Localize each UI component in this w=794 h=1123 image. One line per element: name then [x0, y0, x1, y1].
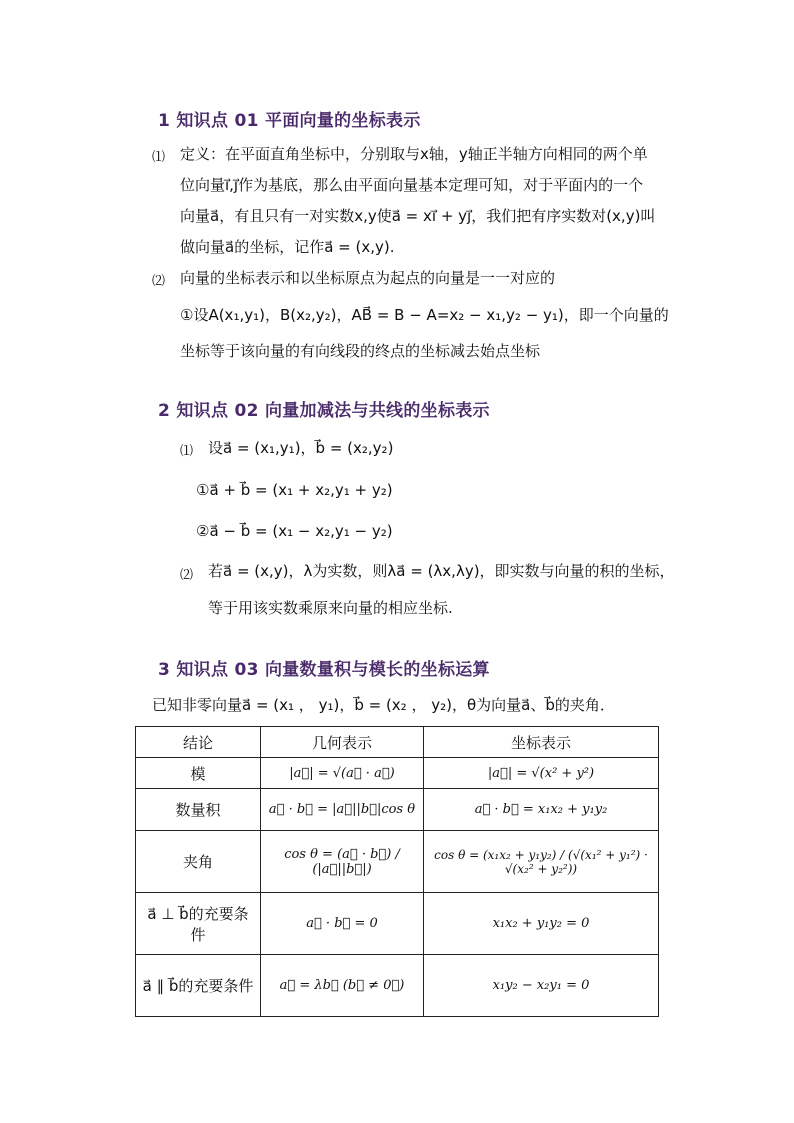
- item-number: ⑴: [180, 444, 194, 459]
- table-cell: cos θ = (a⃗ · b⃗) / (|a⃗||b⃗|): [261, 831, 424, 893]
- table-cell: 数量积: [136, 789, 261, 831]
- vector-difference-line: ②a⃗ − b⃗ = (x₁ − x₂,y₁ − y₂): [196, 522, 393, 540]
- table-cell: 夹角: [136, 831, 261, 893]
- section-1-heading: 1 知识点 01 平面向量的坐标表示: [158, 111, 421, 131]
- coordinate-example-line: ①设A(x₁,y₁)，B(x₂,y₂)，AB⃗ = B − A=x₂ − x₁,y₂ − y₁)，即一个向量的: [180, 306, 669, 324]
- definition-line-1: 定义：在平面直角坐标中，分别取与x轴，y轴正半轴方向相同的两个单: [180, 145, 648, 163]
- table-cell: |a⃗| = √(x² + y²): [424, 758, 659, 789]
- table-row: [136, 893, 659, 955]
- table-cell: x₁y₂ − x₂y₁ = 0: [424, 955, 659, 1017]
- table-cell: a⃗ ∥ b⃗的充要条件: [136, 955, 261, 1017]
- intro-line: 已知非零向量a⃗ = (x₁ ， y₁)，b⃗ = (x₂ ， y₂)，θ为向量a⃗、b⃗的夹角．: [152, 696, 615, 714]
- scalar-multiplication-conclusion: 等于用该实数乘原来向量的相应坐标.: [208, 599, 453, 617]
- table-cell: a⃗ = λb⃗ (b⃗ ≠ 0⃗): [261, 955, 424, 1017]
- item-number: ⑵: [152, 274, 166, 289]
- section-2-heading: 2 知识点 02 向量加减法与共线的坐标表示: [158, 401, 490, 421]
- formula-table: [135, 726, 659, 1017]
- correspondence-line: 向量的坐标表示和以坐标原点为起点的向量是一一对应的: [180, 269, 556, 287]
- table-row: [136, 789, 659, 831]
- table-header-cell: 结论: [136, 727, 261, 758]
- table-cell: |a⃗| = √(a⃗ · a⃗): [261, 758, 424, 789]
- item-number: ⑴: [152, 150, 166, 165]
- table-cell: a⃗ · b⃗ = |a⃗||b⃗|cos θ: [261, 789, 424, 831]
- definition-line-4: 做向量a⃗的坐标，记作a⃗ = (x,y).: [180, 238, 395, 256]
- item-number: ⑵: [180, 568, 194, 583]
- table-cell: a⃗ · b⃗ = 0: [261, 893, 424, 955]
- table-header-cell: 坐标表示: [424, 727, 659, 758]
- table-cell: 模: [136, 758, 261, 789]
- table-cell: a⃗ ⊥ b⃗的充要条件: [136, 893, 261, 955]
- table-row: [136, 955, 659, 1017]
- coordinate-conclusion-line: 坐标等于该向量的有向线段的终点的坐标减去始点坐标: [180, 342, 541, 360]
- definition-line-3: 向量a⃗，有且只有一对实数x,y使a⃗ = xi⃗ + yj⃗，我们把有序实数对(x,y)叫: [180, 207, 656, 225]
- table-cell: a⃗ · b⃗ = x₁x₂ + y₁y₂: [424, 789, 659, 831]
- scalar-multiplication-line: 若a⃗ = (x,y)，λ为实数，则λa⃗ = (λx,λy)，即实数与向量的积的坐标，: [208, 562, 675, 580]
- definition-line-2: 位向量i⃗,j⃗作为基底，那么由平面向量基本定理可知，对于平面内的一个: [180, 176, 644, 194]
- table-row: [136, 758, 659, 789]
- table-cell: x₁x₂ + y₁y₂ = 0: [424, 893, 659, 955]
- vector-definition-line: 设a⃗ = (x₁,y₁)，b⃗ = (x₂,y₂): [208, 439, 394, 457]
- vector-sum-line: ①a⃗ + b⃗ = (x₁ + x₂,y₁ + y₂): [196, 481, 393, 499]
- section-3-heading: 3 知识点 03 向量数量积与模长的坐标运算: [158, 660, 490, 680]
- table-row: [136, 831, 659, 893]
- table-cell: cos θ = (x₁x₂ + y₁y₂) / (√(x₁² + y₁²) · √(x₂² + y₂²)): [424, 831, 659, 893]
- table-header-cell: 几何表示: [261, 727, 424, 758]
- table-header-row: [136, 727, 659, 758]
